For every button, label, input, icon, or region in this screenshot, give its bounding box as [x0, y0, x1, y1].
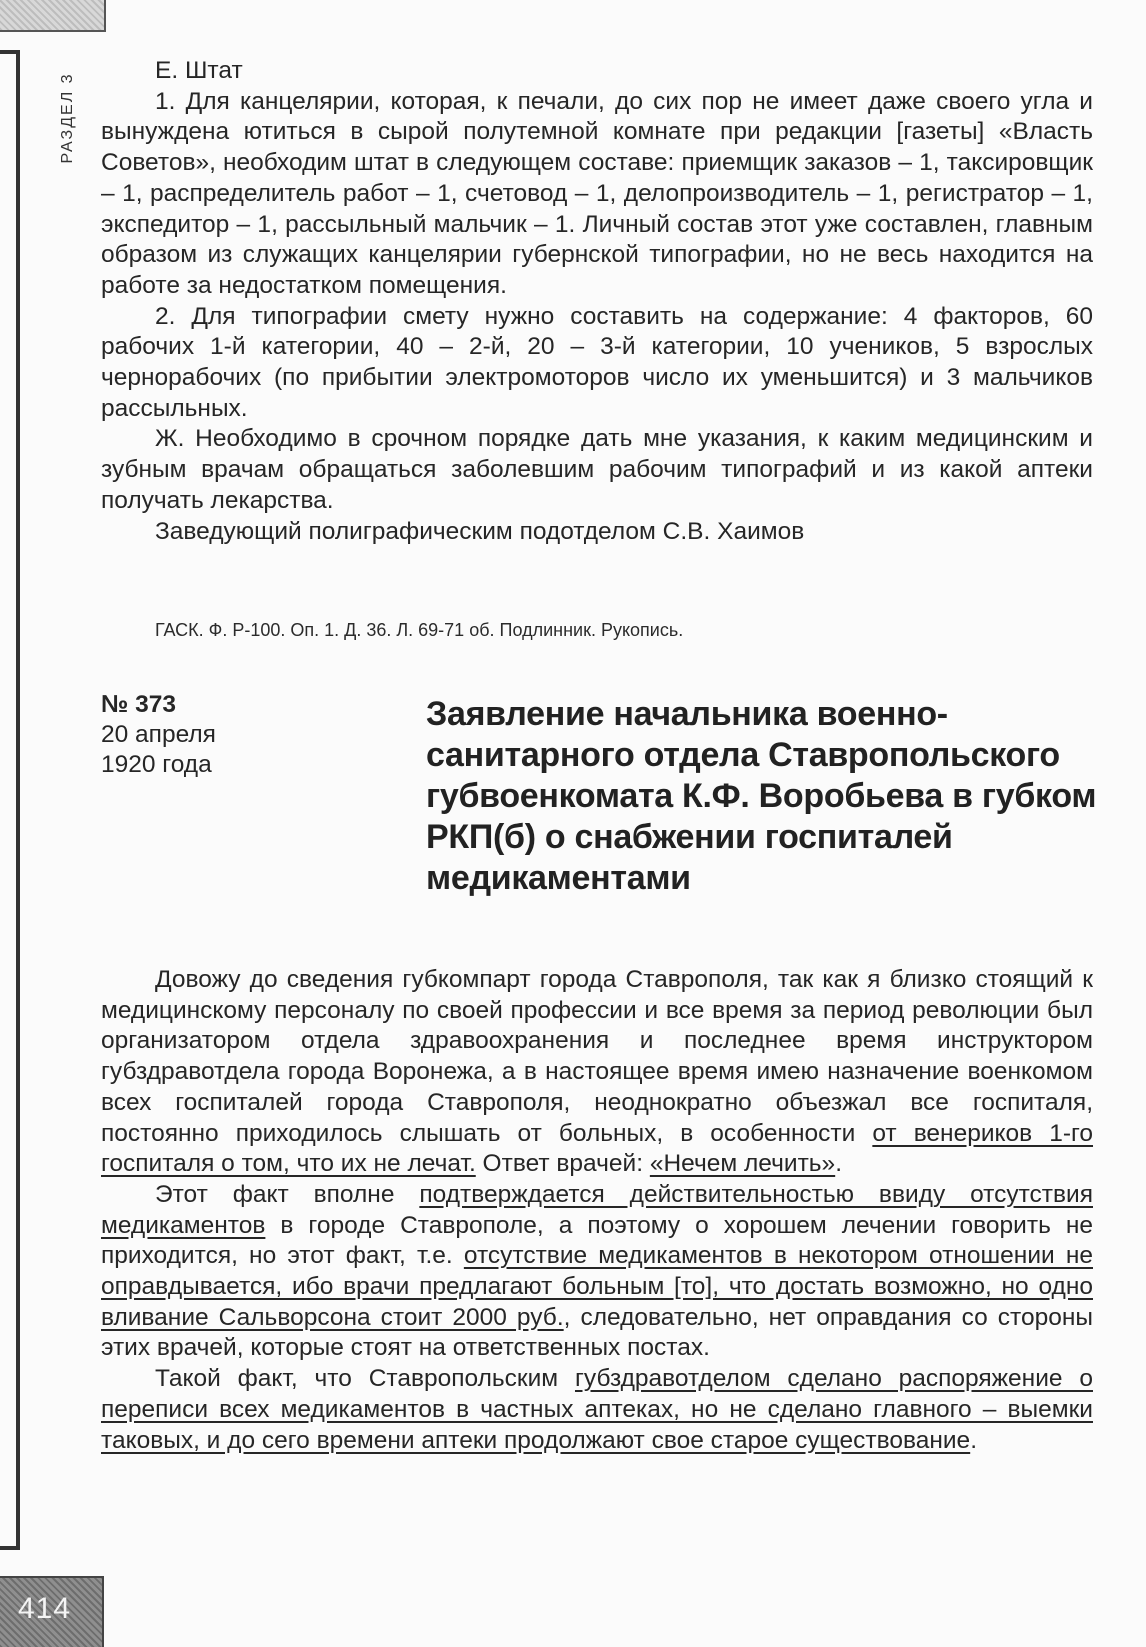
paragraph-staff-printing: 2. Для типографии смету нужно составить на содержание: 4 факторов, 60 рабочих 1-й категории, 40 – 2-й, 20 – 3-й категории, 10 учеников, 5 взрослых чернорабочих (по прибытии электромоторов число их уменьшится) и 3 мальчиков рассыльных.: [101, 302, 1093, 422]
document-meta: [101, 690, 216, 780]
paragraph-heading-e: Е. Штат: [155, 57, 243, 84]
underlined-phrase: от венериков 1-го госпиталя о том, что их не лечат.: [101, 1119, 1094, 1178]
previous-document-body: [101, 56, 1093, 547]
archive-source: ГАСК. Ф. Р-100. Оп. 1. Д. 36. Л. 69-71 об. Подлинник. Рукопись.: [155, 620, 684, 640]
page-number-box: [0, 1576, 104, 1647]
document-body: [101, 965, 1093, 1456]
paragraph-3: Такой факт, что Ставропольским губздравотделом сделано распоряжение о переписи всех медикаментов в частных аптеках, но не сделано главного – выемки таковых, и до сего времени аптеки продолжают свое старое существование.: [101, 1365, 1093, 1454]
document-date-year: 1920 года: [101, 751, 212, 778]
sidebar-frame: [0, 50, 20, 1550]
document-title: Заявление начальника военно-санитарного отдела Ставропольского губвоенкомата К.Ф. Воробьева в губком РКП(б) о снабжении госпиталей медикаментами: [426, 695, 1097, 897]
underlined-phrase: подтверждается действительностью ввиду отсутствия медикаментов: [101, 1180, 1093, 1239]
section-label: РАЗДЕЛ 3: [59, 72, 76, 164]
paragraph-staff-office: 1. Для канцелярии, которая, к печали, до сих пор не имеет даже своего угла и вынуждена ютиться в сырой полутемной комнате при редакции [газеты] «Власть Советов», необходим штат в следующем составе: приемщик заказов – 1, таксировщик – 1, распределитель работ – 1, счетовод – 1, делопроизводитель – 1, регистратор – 1, экспедитор – 1, рассыльный мальчик – 1. Личный состав этот уже составлен, главным образом из служащих канцелярии губернской типографии, но не весь находится на работе за недостатком помещения.: [101, 87, 1093, 299]
document-number: № 373: [101, 691, 176, 718]
underlined-phrase: губздравотделом сделано распоряжение о переписи всех медикаментов в частных аптеках, но не сделано главного – выемки таковых, и до сего времени аптеки продолжают свое старое существование: [101, 1365, 1093, 1454]
underlined-quote: «Нечем лечить»: [649, 1150, 836, 1178]
page-number: 414: [18, 1592, 72, 1625]
paragraph-1: Довожу до сведения губкомпарт города Ставрополя, так как я близко стоящий к медицинскому персоналу по своей профессии и все время за период революции был организатором отдела здравоохранения и последнее время инструктором губздравотдела города Воронежа, а в настоящее время имею назначение военкомом всех госпиталей города Ставрополя, неоднократно объезжал все госпиталя, постоянно приходилось слышать от больных, в особенности от венериков 1-го госпиталя о том, что их не лечат. Ответ врачей: «Нечем лечить».: [101, 966, 1094, 1178]
signature-line: Заведующий полиграфическим подотделом С.В. Хаимов: [155, 517, 805, 545]
document-date-day: 20 апреля: [101, 721, 216, 748]
paragraph-2: Этот факт вполне подтверждается действительностью ввиду отсутствия медикаментов в городе Ставрополе, а поэтому о хорошем лечении говорить не приходится, но этот факт, т.е. отсутствие медикаментов в некотором отношении не оправдывается, ибо врачи предлагают больным [то], что достать возможно, но одно вливание Сальворсона стоит 2000 руб., следовательно, нет оправдания со стороны этих врачей, которые стоят на ответственных постах.: [101, 1180, 1093, 1362]
section-tab: [0, 0, 106, 32]
underlined-phrase: отсутствие медикаментов в некотором отношении не оправдывается, ибо врачи предлагают больным [то], что достать возможно, но одно вливание Сальворсона стоит 2000 руб.: [101, 1242, 1093, 1331]
paragraph-medical-request: Ж. Необходимо в срочном порядке дать мне указания, к каким медицинским и зубным врачам обращаться заболевшим рабочим типографий и из какой аптеки получать лекарства.: [101, 425, 1093, 514]
